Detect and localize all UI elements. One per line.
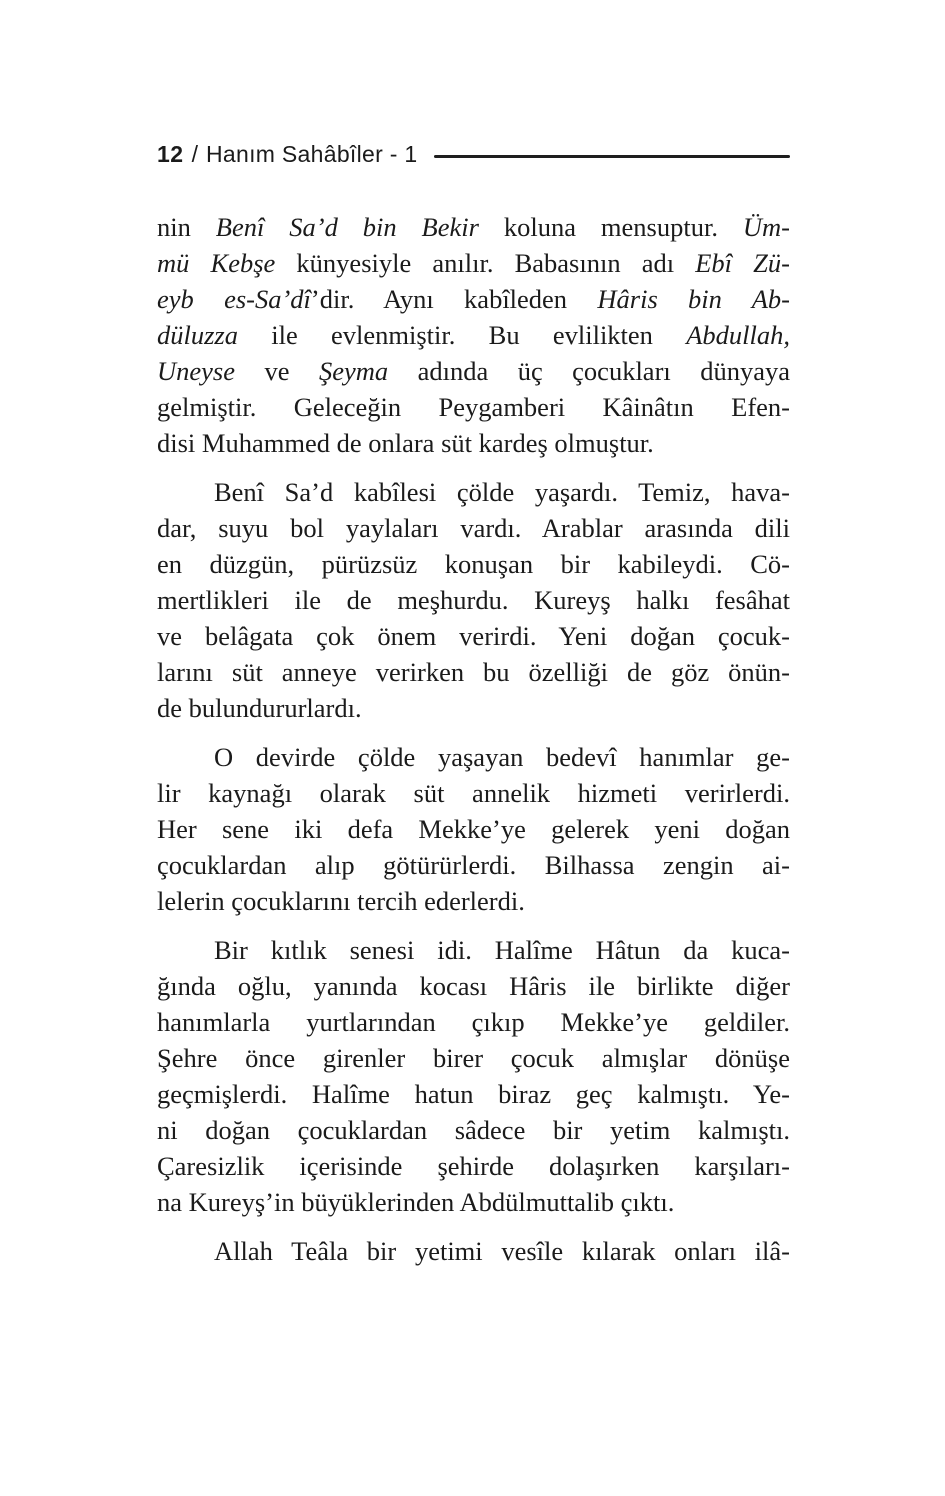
text-run: Her sene iki defa Mekke’ye gelerek yeni doğan xyxy=(157,814,790,844)
header-separator: / xyxy=(191,141,198,167)
text-line xyxy=(157,474,790,510)
text-run: koluna mensuptur. xyxy=(478,212,743,242)
text-line xyxy=(157,317,790,353)
text-run: ’dir. Aynı kabîleden xyxy=(310,284,598,314)
text-run: nin xyxy=(157,212,216,242)
text-run: gelmiştir. Geleceğin Peygamberi Kâinâtın Efen- xyxy=(157,392,790,422)
paragraph xyxy=(157,209,790,461)
text-line xyxy=(157,690,790,726)
text-run: Bir kıtlık senesi idi. Halîme Hâtun da kuca- xyxy=(214,935,790,965)
text-line xyxy=(157,1040,790,1076)
text-line xyxy=(157,883,790,919)
text-line xyxy=(157,932,790,968)
text-run: hanımlarla yurtlarından çıkıp Mekke’ye geldiler. xyxy=(157,1007,790,1037)
text-run: O devirde çölde yaşayan bedevî hanımlar ge- xyxy=(214,742,790,772)
page-header xyxy=(157,141,790,168)
text-line xyxy=(157,281,790,317)
text-line xyxy=(157,353,790,389)
text-run-italic: eyb es-Sa’dî xyxy=(157,284,311,314)
text-line xyxy=(157,510,790,546)
text-run: ve xyxy=(235,356,319,386)
text-line xyxy=(157,775,790,811)
header-rule xyxy=(434,155,790,158)
text-run-italic: Ebî Zü- xyxy=(695,248,790,278)
text-run: na Kureyş’in büyüklerinden Abdülmuttalib çıktı. xyxy=(157,1187,675,1217)
text-run-italic: Şeyma xyxy=(318,356,389,386)
text-run: en düzgün, pürüzsüz konuşan bir kabileydi. Cö- xyxy=(157,549,790,579)
text-run: geçmişlerdi. Halîme hatun biraz geç kalmıştı. Ye- xyxy=(157,1079,790,1109)
text-run: ni doğan çocuklardan sâdece bir yetim kalmıştı. xyxy=(157,1115,790,1145)
text-run-italic: Üm- xyxy=(742,212,790,242)
text-run: ve belâgata çok önem verirdi. Yeni doğan çocuk- xyxy=(157,621,790,651)
text-run: adında üç çocukları dünyaya xyxy=(388,356,790,386)
text-run-italic: Abdullah, xyxy=(686,320,790,350)
text-run-italic: düluzza xyxy=(157,320,238,350)
text-run: dar, suyu bol yaylaları vardı. Arablar arasında dili xyxy=(157,513,790,543)
text-line xyxy=(157,1076,790,1112)
text-run: Şehre önce girenler birer çocuk almışlar dönüşe xyxy=(157,1043,790,1073)
text-line xyxy=(157,1004,790,1040)
text-line xyxy=(157,847,790,883)
text-run: ile evlenmiştir. Bu evlilikten xyxy=(238,320,687,350)
text-line xyxy=(157,425,790,461)
text-run: de bulundururlardı. xyxy=(157,693,362,723)
text-line xyxy=(157,209,790,245)
text-run: larını süt anneye verirken bu özelliği de göz önün- xyxy=(157,657,790,687)
text-run: mertlikleri ile de meşhurdu. Kureyş halkı fesâhat xyxy=(157,585,790,615)
text-run: disi Muhammed de onlara süt kardeş olmuştur. xyxy=(157,428,654,458)
text-run: Allah Teâla bir yetimi vesîle kılarak onları ilâ- xyxy=(214,1236,790,1266)
text-line xyxy=(157,618,790,654)
text-run: künyesiyle anılır. Babasının adı xyxy=(275,248,696,278)
text-run-italic: mü Kebşe xyxy=(157,248,276,278)
paragraph xyxy=(157,1233,790,1269)
text-line xyxy=(157,546,790,582)
paragraph xyxy=(157,932,790,1220)
text-line xyxy=(157,389,790,425)
page-body xyxy=(157,209,790,1282)
text-run: lelerin çocuklarını tercih ederlerdi. xyxy=(157,886,525,916)
text-run-italic: Hâris bin Ab- xyxy=(597,284,790,314)
text-run: Benî Sa’d kabîlesi çölde yaşardı. Temiz, hava- xyxy=(214,477,790,507)
text-line xyxy=(157,1148,790,1184)
paragraph xyxy=(157,739,790,919)
book-title: Hanım Sahâbîler - 1 xyxy=(205,141,418,167)
text-line xyxy=(157,811,790,847)
text-line xyxy=(157,1184,790,1220)
text-line xyxy=(157,1233,790,1269)
text-run-italic: Uneyse xyxy=(157,356,235,386)
paragraph xyxy=(157,474,790,726)
text-line xyxy=(157,1112,790,1148)
text-run: ğında oğlu, yanında kocası Hâris ile birlikte diğer xyxy=(157,971,790,1001)
text-line xyxy=(157,654,790,690)
text-line xyxy=(157,245,790,281)
text-run: çocuklardan alıp götürürlerdi. Bilhassa zengin ai- xyxy=(157,850,790,880)
text-run: lir kaynağı olarak süt annelik hizmeti verirlerdi. xyxy=(157,778,790,808)
text-line xyxy=(157,739,790,775)
page-number: 12 xyxy=(157,141,184,167)
text-run-italic: Benî Sa’d bin Bekir xyxy=(215,212,479,242)
text-run: Çaresizlik içerisinde şehirde dolaşırken karşıları- xyxy=(157,1151,790,1181)
text-line xyxy=(157,582,790,618)
text-line xyxy=(157,968,790,1004)
